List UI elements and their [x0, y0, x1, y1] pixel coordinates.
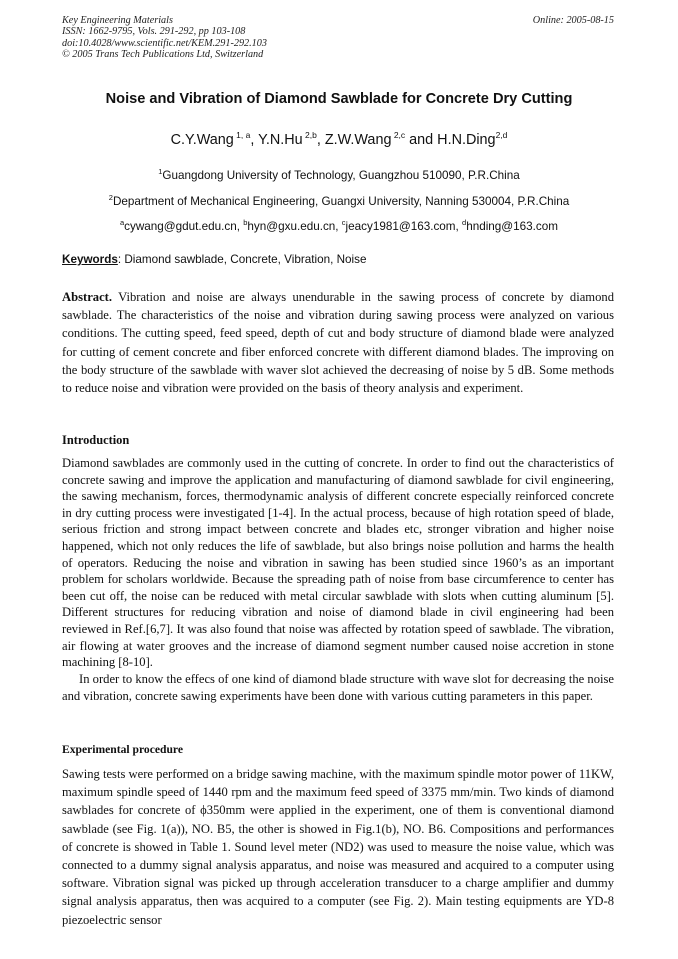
- author-affil-mark: 2,b: [302, 130, 317, 140]
- email-line: [0, 218, 678, 233]
- author-separator: ,: [250, 132, 259, 148]
- journal-header: [62, 15, 267, 61]
- abstract-text: Vibration and noise are always unendurable in the sawing process of concrete by diamond sawblade. The characteristics of the noise and vibration during sawing process were analyzed on various conditions. The cutting speed, feed speed, depth of cut and body structure of diamond blade were analyzed for cutting of cement concrete and fiber enforced concrete with different diamond blades. The improving on the body structure of the sawblade with waver slot achieved the decreasing of noise by 5 dB. Some methods to reduce noise and vibration were provided on the basis of theory analysis and experiment.: [62, 290, 614, 396]
- affiliation-1: [0, 167, 678, 182]
- email-mark: c: [341, 218, 346, 227]
- author-separator: ,: [316, 132, 325, 148]
- author-affil-mark: 1, a: [233, 130, 251, 140]
- doi-line: doi:10.4028/www.scientific.net/KEM.291-292.103: [62, 37, 267, 49]
- author-name: Y.N.Hu: [258, 132, 303, 148]
- affil-text: Guangdong University of Technology, Guangzhou 510090, P.R.China: [162, 169, 520, 182]
- affil-mark: 2: [108, 193, 113, 202]
- author-name: H.N.Ding: [437, 132, 496, 148]
- author-affil-mark: 2,d: [495, 130, 508, 140]
- email-address: hyn@gxu.edu.cn,: [247, 220, 342, 233]
- email-address: cywang@gdut.edu.cn,: [124, 220, 244, 233]
- experimental-paragraph: Sawing tests were performed on a bridge sawing machine, with the maximum spindle motor power of 11KW, maximum spindle speed of 1440 rpm and the maximum feed speed of 3375 mm/min. Two kinds of diamond sawblades for concrete of ϕ350mm were applied in the experiment, one of them is conventional diamond sawblade (see Fig. 1(a)), NO. B5, the other is showed in Fig.1(b), NO. B6. Compositions and performances of concrete is showed in Table 1. Sound level meter (ND2) was used to measure the noise value, which was connected to a dummy signal analysis apparatus, and noise was measured and acquired to a computer using software. Vibration signal was picked up through acceleration transducer to a charge amplifier and dummy signal analysis apparatus, then was acquired to a computer (see Fig. 2). Main testing equipments are YD-8 piezoelectric sensor: [62, 767, 614, 927]
- keywords-line: [62, 253, 366, 266]
- email-mark: a: [119, 218, 125, 227]
- journal-name: Key Engineering Materials: [62, 15, 173, 26]
- introduction-paragraph-2: In order to know the effecs of one kind of diamond blade structure with wave slot for decreasing the noise and vibration, concrete sawing experiments have been done with various cutting parameters in this paper.: [62, 672, 614, 703]
- email-mark: d: [462, 218, 467, 227]
- author-separator: and: [405, 132, 438, 148]
- abstract-paragraph: [62, 288, 614, 397]
- author-list: [0, 130, 678, 148]
- email-mark: b: [243, 218, 248, 227]
- email-address: hnding@163.com: [466, 220, 558, 233]
- author-name: C.Y.Wang: [170, 132, 234, 148]
- author-affil-mark: 2,c: [391, 130, 406, 140]
- copyright-line: © 2005 Trans Tech Publications Ltd, Switzerland: [62, 49, 264, 61]
- keywords-text: : Diamond sawblade, Concrete, Vibration, Noise: [117, 253, 367, 266]
- affil-text: Department of Mechanical Engineering, Guangxi University, Nanning 530004, P.R.China: [112, 195, 570, 208]
- online-date: Online: 2005-08-15: [532, 15, 614, 26]
- email-address: jeacy1981@163.com,: [345, 220, 463, 233]
- introduction-heading: Introduction: [62, 433, 130, 447]
- abstract-label: Abstract.: [62, 290, 113, 304]
- introduction-paragraph-1: Diamond sawblades are commonly used in the cutting of concrete. In order to find out the characteristics of concrete sawing and improve the application and manufacturing of diamond sawblade for civil engineering, the sawing mechanism, forces, thermodynamic analysis of different concrete especially reinforced concrete in dry cutting process were investigated [1-4]. In the actual process, because of high rotation speed of blade, serious friction and strong impact between concrete and blades etc, stronger vibration and higher noise happened, which not only reduces the life of sawblade, but also brings noise pollution and harms the health of operators. Reducing the noise and vibration in sawing has been studied since 1960’s as an important problem for scholars worldwide. Because the spreading path of noise from base circumference to center has been cut off, the noise can be reduced with metal circular sawblade with slots when cutting aluminum [5]. Different structures for reducing vibration and noise of diamond blade in civil engineering had been reviewed in Ref.[6,7]. It was also found that noise was affected by rotation speed of sawblade. The vibration, air flowing at water grooves and the increase of diamond segment number caused noise accretion in stone machining [8-10].: [62, 456, 614, 670]
- author-name: Z.W.Wang: [324, 132, 392, 148]
- experimental-heading: Experimental procedure: [62, 743, 183, 756]
- issn-line: ISSN: 1662-9795, Vols. 291-292, pp 103-108: [62, 26, 246, 38]
- affil-mark: 1: [158, 167, 163, 176]
- affiliation-2: [0, 193, 678, 208]
- paper-title: Noise and Vibration of Diamond Sawblade for Concrete Dry Cutting: [105, 91, 573, 107]
- keywords-label: Keywords: [62, 253, 118, 266]
